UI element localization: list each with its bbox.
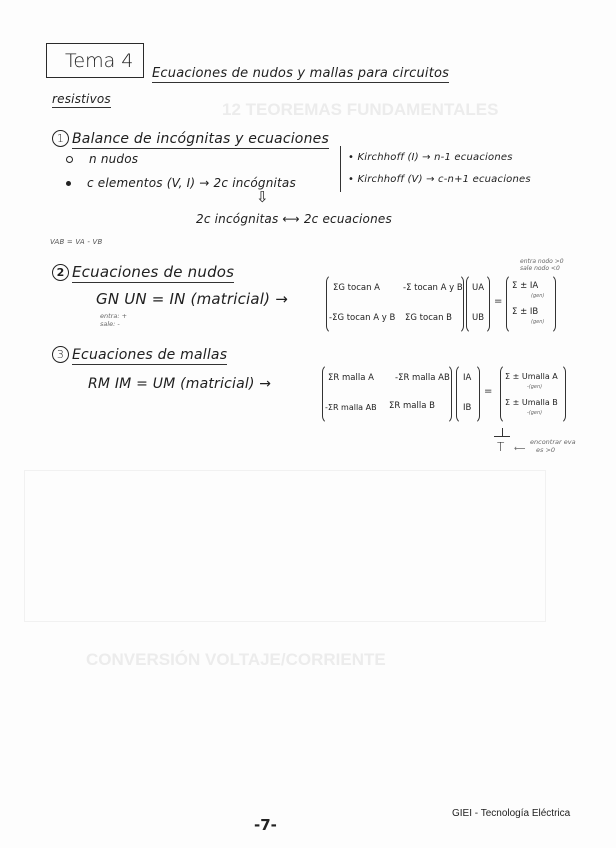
section1-divider [340, 146, 341, 192]
matrix-g-12: -Σ tocan A y B [403, 283, 463, 293]
vector-i-a-sub: (gen) [531, 293, 545, 299]
vector-u-b-sub: -(gen) [527, 410, 543, 416]
matrix-r-12: -ΣR malla AB [395, 373, 450, 383]
bleed-through-heading-top: 12 TEOREMAS FUNDAMENTALES [222, 100, 499, 119]
section2-heading [52, 263, 234, 281]
ground-symbol-stem [502, 428, 503, 436]
voltage-vector [466, 274, 490, 334]
vector-u-b: UB [472, 313, 485, 323]
tema-label: Tema 4 [65, 50, 134, 72]
note-sale: sale: - [100, 320, 120, 328]
matrix-g-21: -ΣG tocan A y B [329, 313, 396, 323]
section-number-1: 1 [52, 130, 69, 147]
equals-sign: = [494, 296, 503, 307]
section3-equation: RM IM = UM (matricial) → [88, 376, 272, 392]
section2-heading-text: Ecuaciones de nudos [72, 263, 235, 281]
section1-vab-note: VAB = VA - VB [50, 238, 103, 246]
bullet-icon [66, 181, 71, 186]
section1-item-elements: c elementos (V, I) → 2c incógnitas [66, 176, 296, 190]
page-title-line2: resistivos [52, 92, 111, 106]
section1-heading [52, 130, 329, 147]
vector-i-b: IB [463, 403, 472, 413]
equals-sign: = [484, 386, 493, 397]
section3-heading [52, 346, 227, 363]
section3-heading-text: Ecuaciones de mallas [72, 346, 228, 363]
voltage-source-vector [500, 364, 566, 424]
kirchhoff-voltage-law: • Kirchhoff (V) → c-n+1 ecuaciones [348, 174, 531, 185]
vector-u-a: Σ ± Umalla A [505, 372, 558, 381]
current-source-vector [506, 274, 556, 334]
page-title-line1: Ecuaciones de nudos y mallas para circuitos [152, 66, 450, 81]
vector-i-b: Σ ± IB [512, 307, 539, 317]
note-entra: entra: + [100, 312, 128, 320]
vector-i-b-sub: (gen) [531, 319, 545, 325]
matrix-g-22: ΣG tocan B [405, 313, 452, 323]
section-number-2: 2 [52, 264, 69, 281]
section-number-3: 3 [52, 346, 69, 363]
side-note-sale-nodo: sale nodo <0 [520, 265, 560, 272]
down-arrow-icon: ⇩ [256, 188, 269, 206]
bullet-open-icon [66, 156, 73, 163]
transpose-symbol-icon: T [497, 440, 505, 454]
footer-course-name: GIEI - Tecnología Eléctrica [452, 808, 571, 819]
matrix-r-11: ΣR malla A [328, 373, 374, 383]
section1-conclusion: 2c incógnitas ⟷ 2c ecuaciones [196, 212, 392, 226]
vector-i-a: Σ ± IA [512, 281, 539, 291]
page-number: -7- [254, 816, 277, 834]
matrix-r-21: -ΣR malla AB [325, 403, 377, 412]
ground-note-line2: es >0 [536, 446, 556, 454]
left-arrow-icon: ⟵ [514, 444, 526, 453]
vector-u-b: Σ ± Umalla B [505, 398, 558, 407]
bleed-through-figure-box [24, 470, 546, 622]
ground-note-line1: encontrar eva [530, 438, 576, 446]
kirchhoff-current-law: • Kirchhoff (I) → n-1 ecuaciones [348, 152, 513, 163]
ground-symbol-top-bar [494, 436, 510, 437]
matrix-r-22: ΣR malla B [389, 401, 435, 411]
section1-heading-text: Balance de incógnitas y ecuaciones [72, 130, 329, 147]
matrix-g-11: ΣG tocan A [333, 283, 380, 293]
conductance-matrix [326, 274, 464, 334]
vector-u-a-sub: -(gen) [527, 384, 543, 390]
side-note-entra-nodo: entra nodo >0 [520, 258, 564, 265]
vector-u-a: UA [472, 283, 485, 293]
section1-item-nodes: n nudos [66, 152, 138, 166]
section2-equation: GN UN = IN (matricial) → [96, 290, 288, 308]
tema-label-box [46, 43, 144, 78]
vector-i-a: IA [463, 373, 472, 383]
bleed-through-heading-bottom: CONVERSIÓN VOLTAJE/CORRIENTE [86, 650, 386, 669]
mesh-current-vector [456, 364, 480, 424]
resistance-matrix [322, 364, 452, 424]
